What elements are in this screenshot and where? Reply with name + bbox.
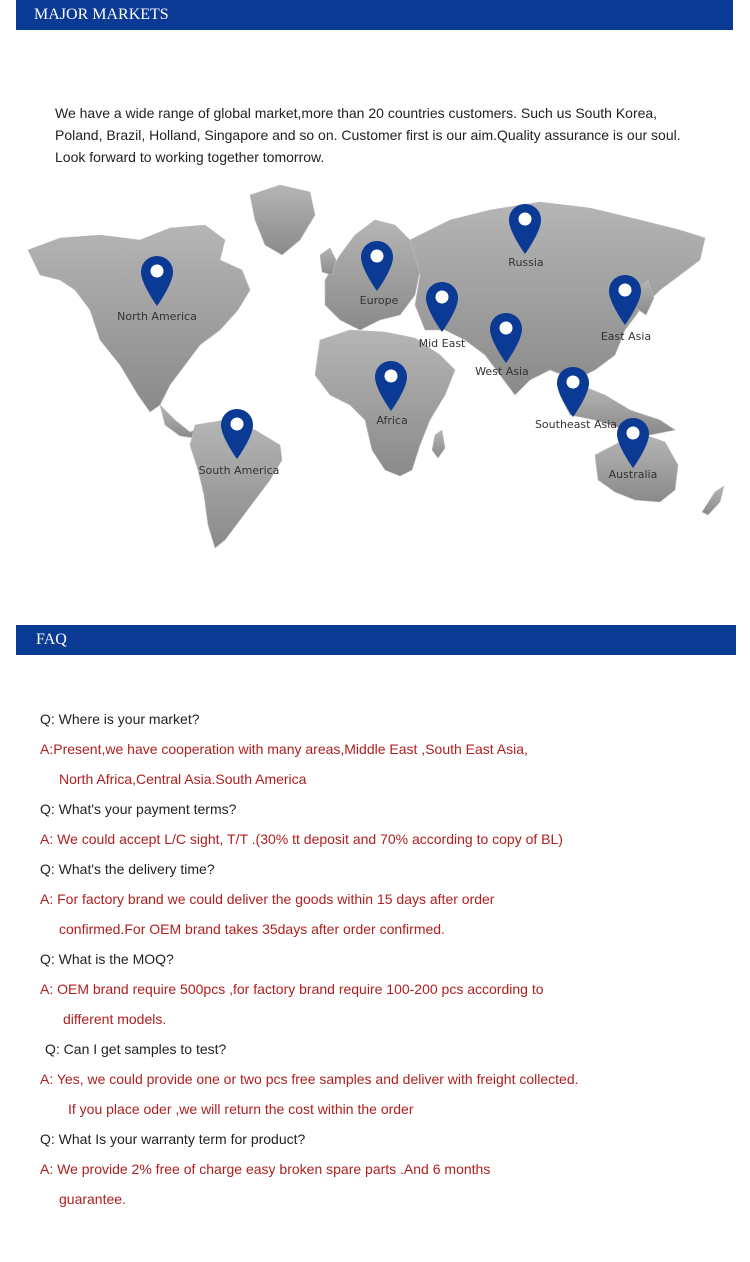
- landmass-africa: [315, 330, 455, 476]
- intro-line: Poland, Brazil, Holland, Singapore and so on. Customer first is our aim.Quality assurance is our soul.: [55, 127, 681, 143]
- world-map: [20, 180, 730, 560]
- faq-title: FAQ: [36, 631, 67, 648]
- region-label: Europe: [359, 294, 399, 307]
- faq-header: [16, 625, 736, 655]
- faq-list: [40, 708, 740, 1218]
- landmass-greenland: [250, 185, 315, 255]
- faq-answer: A: For factory brand we could deliver the goods within 15 days after order: [40, 891, 495, 907]
- region-label: Mid East: [418, 337, 466, 350]
- faq-answer: confirmed.For OEM brand takes 35days after order confirmed.: [59, 921, 445, 937]
- region-label: West Asia: [475, 365, 529, 378]
- landmass-madagascar: [432, 430, 445, 458]
- faq-answer: guarantee.: [59, 1191, 126, 1207]
- faq-question: Q: What is the MOQ?: [40, 951, 174, 967]
- faq-question: Q: What's your payment terms?: [40, 801, 237, 817]
- intro-line: We have a wide range of global market,more than 20 countries customers. Such us South Korea,: [55, 105, 658, 121]
- region-label: Australia: [608, 468, 658, 481]
- faq-answer: North Africa,Central Asia.South America: [59, 771, 307, 787]
- faq-answer: A: We provide 2% free of charge easy broken spare parts .And 6 months: [40, 1161, 491, 1177]
- faq-question: Q: Where is your market?: [40, 711, 200, 727]
- faq-answer: A:Present,we have cooperation with many areas,Middle East ,South East Asia,: [40, 741, 528, 757]
- faq-question: Q: Can I get samples to test?: [45, 1041, 227, 1057]
- region-label: Russia: [508, 256, 544, 269]
- faq-answer: A: Yes, we could provide one or two pcs free samples and deliver with freight collected.: [40, 1071, 579, 1087]
- faq-question: Q: What Is your warranty term for product?: [40, 1131, 306, 1147]
- faq-answer: If you place oder ,we will return the cost within the order: [68, 1101, 414, 1117]
- landmass-new-zealand: [702, 486, 724, 515]
- major-markets-header: [16, 0, 733, 30]
- major-markets-title: MAJOR MARKETS: [34, 6, 169, 23]
- region-label: North America: [117, 310, 197, 323]
- region-label: South America: [198, 464, 280, 477]
- region-label: East Asia: [600, 330, 652, 343]
- faq-answer: A: OEM brand require 500pcs ,for factory brand require 100-200 pcs according to: [40, 981, 544, 997]
- markets-intro: [55, 102, 735, 168]
- faq-question: Q: What's the delivery time?: [40, 861, 215, 877]
- intro-line: Look forward to working together tomorrow.: [55, 149, 325, 165]
- region-label: Southeast Asia: [534, 418, 618, 431]
- faq-answer: A: We could accept L/C sight, T/T .(30% tt deposit and 70% according to copy of BL): [40, 831, 563, 847]
- faq-answer: different models.: [63, 1011, 167, 1027]
- region-label: Africa: [376, 414, 408, 427]
